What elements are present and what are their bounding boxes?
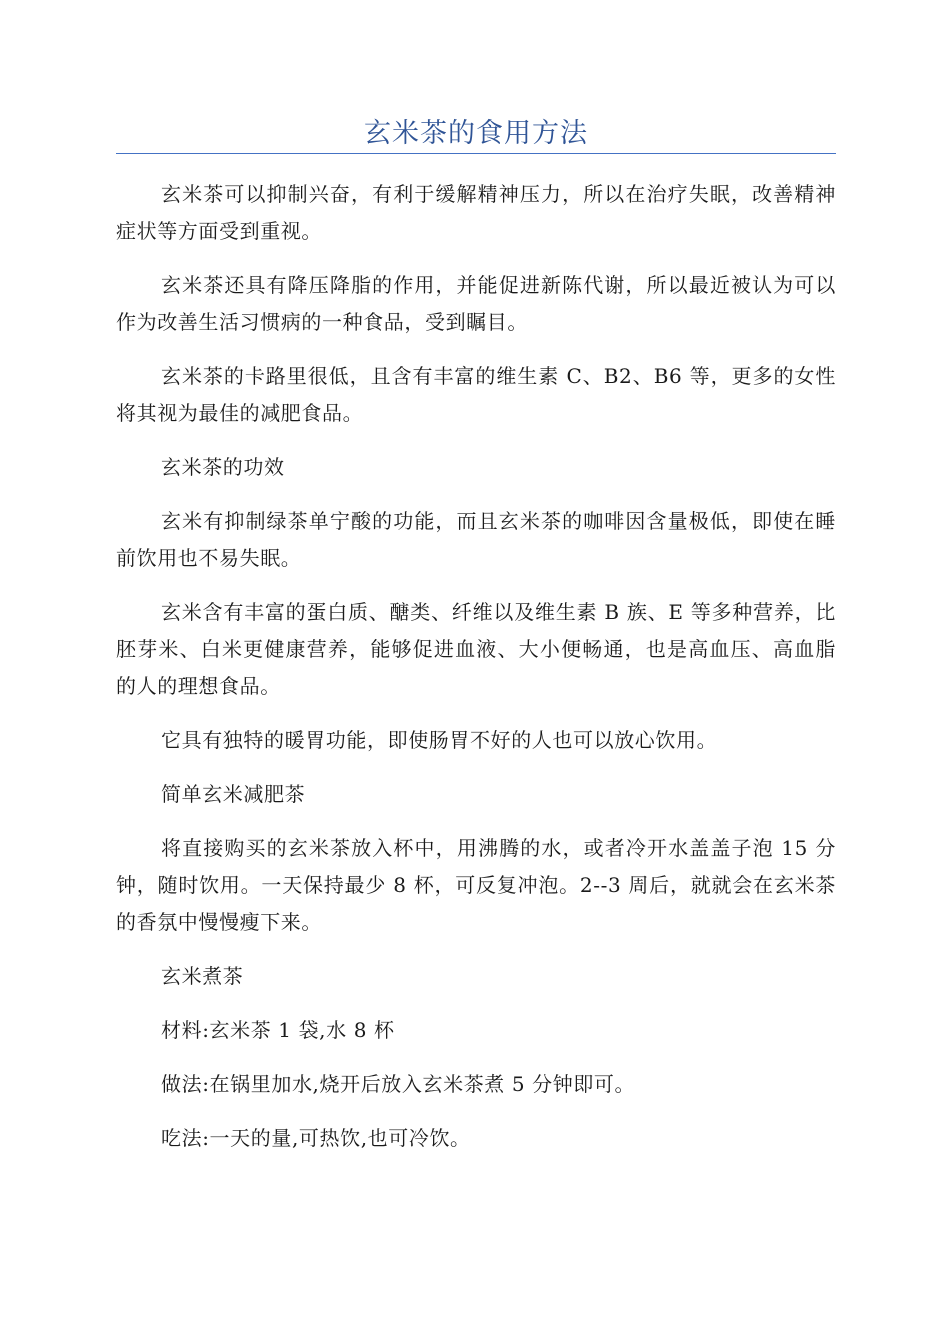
paragraph-stomach-warming: 它具有独特的暖胃功能，即使肠胃不好的人也可以放心饮用。 [161,728,718,752]
paragraph-ingredients: 材料:玄米茶 1 袋,水 8 杯 [161,1018,395,1042]
section-heading-boiled-tea: 玄米煮茶 [161,964,244,988]
paragraph-tannin-caffeine: 玄米有抑制绿茶单宁酸的功能，而且玄米茶的咖啡因含量极低，即使在睡前饮用也不易失眠。 [116,509,836,570]
paragraph-preparation: 做法:在锅里加水,烧开后放入玄米茶煮 5 分钟即可。 [161,1072,636,1096]
paragraph-low-calorie: 玄米茶的卡路里很低，且含有丰富的维生素 C、B2、B6 等，更多的女性将其视为最佳的减肥食品。 [116,364,836,425]
document-body [116,176,836,1174]
paragraph-sedative-effect: 玄米茶可以抑制兴奋，有利于缓解精神压力，所以在治疗失眠，改善精神症状等方面受到重视。 [116,182,836,243]
paragraph-serving: 吃法:一天的量,可热饮,也可冷饮。 [161,1126,471,1150]
paragraph-nutrition: 玄米含有丰富的蛋白质、醣类、纤维以及维生素 B 族、E 等多种营养，比胚芽米、白米更健康营养，能够促进血液、大小便畅通，也是高血压、高血脂的人的理想食品。 [116,600,836,698]
section-heading-benefits: 玄米茶的功效 [161,455,285,479]
paragraph-diet-tea-method: 将直接购买的玄米茶放入杯中，用沸腾的水，或者冷开水盖盖子泡 15 分钟，随时饮用。一天保持最少 8 杯，可反复冲泡。2--3 周后，就就会在玄米茶的香氛中慢慢瘦下来。 [116,836,836,934]
section-heading-diet-tea: 简单玄米减肥茶 [161,782,306,806]
title-underline [116,153,836,154]
document-title: 玄米茶的食用方法 [364,118,588,149]
paragraph-blood-pressure: 玄米茶还具有降压降脂的作用，并能促进新陈代谢，所以最近被认为可以作为改善生活习惯病的一种食品，受到瞩目。 [116,273,836,334]
